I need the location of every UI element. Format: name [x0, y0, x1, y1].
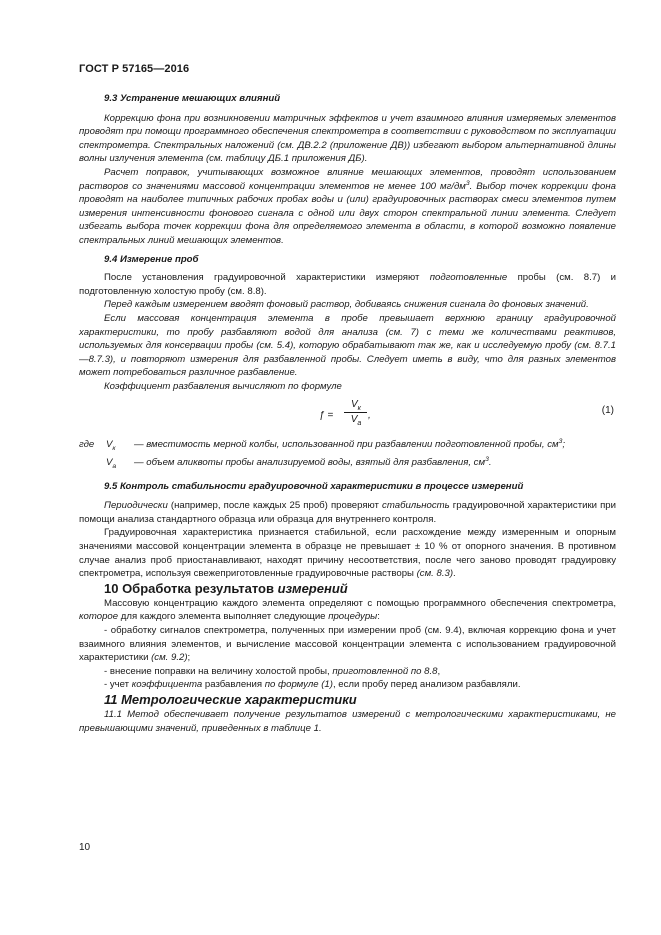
paragraph: Массовую концентрацию каждого элемента определяют с помощью программного обеспечения спектрометра, которое для каждого элемента выполняет следующие процедуры:: [79, 597, 616, 623]
list-item: - внесение поправки на величину холостой пробы, приготовленной по 8.8,: [104, 665, 441, 677]
paragraph: Периодически (например, после каждых 25 проб) проверяют стабильность градуировочной характеристики при помощи анализа стандартного образца или образца для внутреннего контроля.: [79, 500, 616, 525]
formula-definition: $V_а$ — объем аликвоты пробы анализируемой воды, взятый для разбавления, $см^3$.: [106, 455, 492, 470]
list-item: - обработку сигналов спектрометра, полученных при измерении проб (см. 9.4), включая коррекцию фона и учет взаимного влияния элементов, и вычисление массовой концентрации элемента с использованием градуировочной характеристики (см. 9.2);: [79, 625, 616, 664]
document-body: [79, 92, 616, 735]
paragraph: После установления градуировочной характеристики измеряют подготовленные пробы (см. 8.7) и подготовленную холостую пробу (см. 8.8).: [79, 272, 617, 297]
document-code-header: ГОСТ Р 57165—2016: [79, 63, 190, 75]
fraction-denominator: $V_а$: [350, 414, 362, 428]
paragraph: Коэффициент разбавления вычисляют по формуле: [104, 380, 342, 392]
fraction-numerator: $V_к$: [351, 399, 361, 413]
section-11-heading: 11 Метрологические характеристики: [104, 691, 357, 707]
formula-definition: где $V_к$ — вместимость мерной колбы, использованной при разбавлении подготовленной пробы, $см^3$;: [79, 438, 565, 453]
paragraph: 11.1 Метод обеспечивает получение результатов измерений с метрологическими характеристиками, не превышающими значений, приведенных в таблице 1.: [79, 708, 616, 734]
section-9-5-heading: 9.5 Контроль стабильности градуировочной характеристики в процессе измерений: [104, 480, 524, 492]
paragraph: Перед каждым измерением вводят фоновый раствор, добиваясь снижения сигнала до фоновых значений.: [104, 299, 589, 311]
paragraph: Если массовая концентрация элемента в пробе превышает верхнюю границу градуировочной характеристики, то пробу разбавляют водой для анализа (см. 7) с теми же количествами реактивов, используемых для консервации пробы (см. 5.4), которую обрабатывают так же, как и исследуемую пробу (см. 8.7.1—8.7.3), и повторяют измерения для разбавленной пробы. Следует иметь в виду, что для разных элементов может потребоваться различное разбавление.: [79, 312, 616, 379]
paragraph: Коррекцию фона при возникновении матричных эффектов и учет взаимного влияния измеряемых элементов проводят при помощи программного обеспечения спектрометра в соответствии с руководством по эксплуатации спектрометра. Спектральных наложений (см. ДВ.2.2 (приложение ДВ)) избегают выбором альтернативной длины волны излучения элемента (см. таблицу ДБ.1 приложения ДБ).: [79, 112, 616, 165]
page-number: 10: [79, 842, 91, 853]
list-item: - учет коэффициента разбавления по формуле (1), если пробу перед анализом разбавляли.: [104, 679, 521, 691]
paragraph: Градуировочная характеристика признается стабильной, если расхождение между измеренным и опорным значениями массовой концентрации элемента в образце не превышает ± 10 % от опорного значения. В противном случае анализ проб приостанавливают, находят причину несоответствия, после чего заново проводят градуировку спектрометра, используя свежеприготовленные градуировочные растворы (см. 8.3).: [79, 527, 616, 580]
section-9-4-heading: 9.4 Измерение проб: [104, 253, 199, 265]
formula-1: ƒ = $V_к$ $V_а$ , (1): [319, 399, 614, 428]
section-9-3-heading: 9.3 Устранение мешающих влияний: [104, 93, 281, 104]
equation-number: (1): [601, 405, 614, 417]
section-10-heading: 10 Обработка результатов измерений: [104, 580, 348, 596]
formula-lhs: ƒ =: [319, 410, 334, 422]
paragraph: Расчет поправок, учитывающих возможное влияние мешающих элементов, проводят использованием растворов со значениями массовой концентрации элементов не менее 100 $мг/дм^3$. Выбор точек коррекции фона проводят на наиболее типичных рабочих пробах воды и (или) градуировочных растворах смеси элементов путем измерения интенсивности фонового сигнала с одной или двух сторон спектральной линии элемента. Следует избегать выбора точек коррекции фона для определяемого элемента в области, в которой возможно появление спектральных линий мешающих элементов.: [79, 166, 617, 246]
